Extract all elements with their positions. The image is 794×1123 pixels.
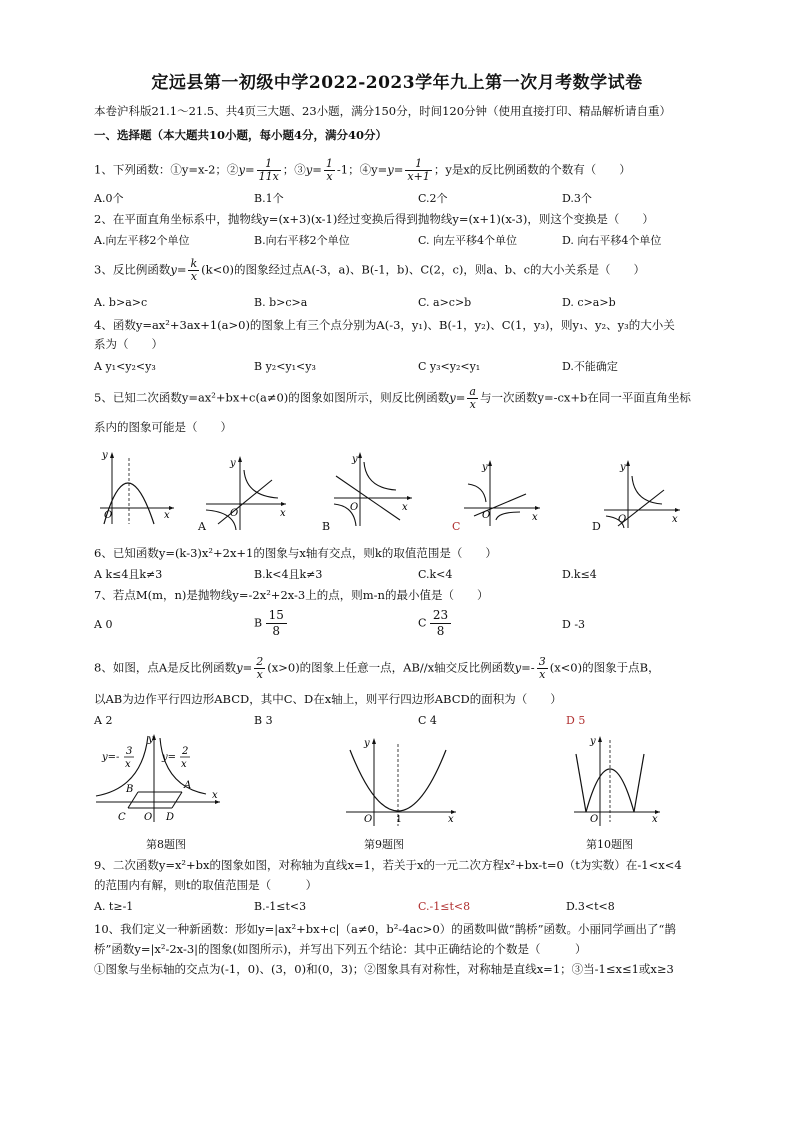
fig8-left-label: y=- (102, 752, 120, 763)
question-8-line-2: 以AB为边作平行四边形ABCD，其中C、D在x轴上，则平行四边形ABCD的面积为（ ） (94, 692, 562, 706)
question-10-line-3: ①图象与坐标轴的交点为(-1，0)、(3，0)和(0，3)；②图象具有对称性，对称轴是直线x=1；③当-1≤x≤1或x≥3 (94, 962, 674, 976)
q6-option-a: A k≤4且k≠3 (94, 568, 163, 581)
question-7: 7、若点M(m，n)是抛物线y=-2x²+2x-3上的点，则m-n的最小值是（ ） (94, 588, 489, 602)
figure-8 (94, 730, 226, 826)
figure-9-caption: 第9题图 (364, 838, 404, 851)
question-6: 6、已知函数y=(k-3)x²+2x+1的图象与x轴有交点，则k的取值范围是（ ） (94, 546, 497, 560)
q3-option-d: D. c>a>b (562, 296, 616, 309)
figure-8-caption: 第8题图 (146, 838, 186, 851)
q1-fraction-3: $\frac{1}{x}$ (325, 157, 333, 183)
question-8-line-1: 8、如图，点A是反比例函数y= $\frac{2}{x}$ (x>0)的图象上任意一点，AB//x轴交反比例函数y=- $\frac{3}{x}$ (x<0)的图象于点B， (94, 655, 660, 681)
q5-c-y-label: y (482, 462, 488, 473)
q9-option-c: C.-1≤t<8 (418, 900, 471, 913)
q7-option-d: D -3 (562, 618, 586, 631)
q5-d-origin-label: O (618, 514, 627, 525)
q8-option-c: C 4 (418, 714, 437, 727)
q8-fraction-2: $\frac{3}{x}$ (538, 655, 546, 681)
q4-option-c: C y₃<y₂<y₁ (418, 360, 481, 373)
q5-given-parabola-graph (94, 448, 178, 526)
q3-fraction: $\frac{k}{x}$ (190, 257, 198, 283)
q3-option-b: B. b>c>a (254, 296, 308, 309)
q2-option-b: B.向右平移2个单位 (254, 234, 350, 247)
fig10-origin-label: O (590, 814, 599, 825)
fig8-point-a: A (184, 780, 192, 791)
question-4-line-2: 系为（ ） (94, 337, 163, 351)
fig8-left-num: 3 (126, 746, 133, 757)
question-1: 1、下列函数：①y=x-2；②y= $\frac{1}{11x}$ ；③y= $\frac{1}{x}$ -1；④y=y= $\frac{1}{x+1}$ ；y是x的反比例函数的个数有（ ） (94, 157, 631, 183)
q1-fraction-4: $\frac{1}{x+1}$ (407, 157, 430, 183)
q2-option-d: D. 向右平移4个单位 (562, 234, 662, 247)
q3-option-a: A. b>a>c (94, 296, 148, 309)
question-5-line-1: 5、已知二次函数y=ax²+bx+c(a≠0)的图象如图所示，则反比例函数y= $\frac{a}{x}$ 与一次函数y=-cx+b在同一平面直角坐标 (94, 385, 691, 411)
q6-option-d: D.k≤4 (562, 568, 597, 581)
q4-option-b: B y₂<y₁<y₃ (254, 360, 316, 373)
fig8-x-label: x (212, 790, 218, 801)
fig9-origin-label: O (364, 814, 373, 825)
q1-option-b: B.1个 (254, 192, 284, 205)
fig9-x-label: x (448, 814, 454, 825)
q8-option-d: D 5 (566, 714, 586, 727)
q1-text-b: ；③ (282, 162, 306, 177)
q4-option-d: D.不能确定 (562, 360, 618, 373)
q7-option-b-letter: B (254, 616, 263, 630)
question-4-line-1: 4、函数y=ax²+3ax+1(a>0)的图象上有三个点分别为A(-3，y₁)、B(-1，y₂)、C(1，y₃)，则y₁、y₂、y₃的大小关 (94, 318, 675, 332)
fig8-point-b: B (126, 784, 134, 795)
fig8-point-o: O (144, 812, 153, 823)
q7-option-c-fraction: $\frac{23}{8}$ (430, 608, 451, 639)
q5-graph-a (200, 452, 290, 532)
q3-text-b: (k<0)的图象经过点A(-3，a)、B(-1，b)、C(2，c)，则a、b、c的大小关系是（ ） (201, 262, 646, 277)
q1-fraction-2: $\frac{1}{11x}$ (258, 157, 279, 183)
q3-text-a: 3、反比例函数 (94, 262, 171, 277)
q5-b-origin-label: O (350, 502, 359, 513)
q5-given-origin-label: O (104, 510, 113, 521)
q1-text-c: -1；④y= (336, 162, 388, 177)
q7-option-c (418, 608, 451, 639)
q6-option-b: B.k<4且k≠3 (254, 568, 323, 581)
question-10-line-2: 桥”函数y=|x²-2x-3|的图象(如图所示)，并写出下列五个结论：其中正确结论的个数是（ ） (94, 942, 587, 956)
question-9-line-2: 的范围内有解，则t的取值范围是（ ） (94, 878, 318, 892)
question-5-line-2: 系内的图象可能是（ ） (94, 420, 232, 434)
fig8-right-den: x (181, 759, 187, 770)
q5-text-a: 5、已知二次函数y=ax²+bx+c(a≠0)的图象如图所示，则反比例函数 (94, 390, 450, 405)
q5-fraction: $\frac{a}{x}$ (469, 385, 476, 411)
fig10-y-label: y (590, 736, 596, 747)
q1-option-a: A.0个 (94, 192, 124, 205)
question-3: 3、反比例函数y= $\frac{k}{x}$ (k<0)的图象经过点A(-3，a)、B(-1，b)、C(2，c)，则a、b、c的大小关系是（ ） (94, 257, 646, 283)
section-heading: 一、选择题（本大题共10小题，每小题4分，满分40分） (94, 128, 388, 142)
q5-label-b: B (322, 520, 331, 533)
q5-a-origin-label: O (230, 508, 239, 519)
q7-option-b-fraction: $\frac{15}{8}$ (266, 608, 287, 639)
fig10-x-label: x (652, 814, 658, 825)
figure-10-caption: 第10题图 (586, 838, 633, 851)
q8-text-c: (x<0)的图象于点B， (549, 660, 660, 675)
q9-option-b: B.-1≤t<3 (254, 900, 307, 913)
intro-line: 本卷沪科版21.1～21.5、共4页三大题、23小题，满分150分，时间120分钟（使用直接打印、精品解析请自重） (94, 104, 672, 118)
q9-option-a: A. t≥-1 (94, 900, 134, 913)
fig8-right-label: y= (162, 752, 177, 763)
q5-a-y-label: y (230, 458, 236, 469)
q1-text-d: ；y是x的反比例函数的个数有（ ） (433, 162, 631, 177)
q2-option-c: C. 向左平移4个单位 (418, 234, 518, 247)
fig9-y-label: y (364, 738, 370, 749)
q5-text-b: 与一次函数y=-cx+b在同一平面直角坐标 (479, 390, 691, 405)
q5-b-x-label: x (402, 502, 408, 513)
fig8-point-c: C (118, 812, 126, 823)
page-title: 定远县第一初级中学2022-2023学年九上第一次月考数学试卷 (151, 73, 643, 93)
q5-c-x-label: x (532, 512, 538, 523)
q5-d-x-label: x (672, 514, 678, 525)
q5-b-y-label: y (352, 454, 358, 465)
q5-graph-b (330, 448, 414, 528)
q2-option-a: A.向左平移2个单位 (94, 234, 190, 247)
q5-graph-c (460, 456, 544, 528)
q5-a-x-label: x (280, 508, 286, 519)
fig8-right-num: 2 (182, 746, 189, 757)
q8-text-b: (x>0)的图象上任意一点，AB//x轴交反比例函数 (267, 660, 515, 675)
figure-9 (344, 736, 460, 828)
figure-10 (572, 734, 664, 828)
q7-option-c-letter: C (418, 616, 427, 630)
q5-given-x-label: x (164, 510, 170, 521)
q3-option-c: C. a>c>b (418, 296, 472, 309)
q5-d-y-label: y (620, 462, 626, 473)
q5-given-y-label: y (102, 450, 108, 461)
q1-option-c: C.2个 (418, 192, 448, 205)
fig8-point-d: D (166, 812, 175, 823)
q6-option-c: C.k<4 (418, 568, 453, 581)
q5-c-origin-label: O (482, 510, 491, 521)
q1-option-d: D.3个 (562, 192, 592, 205)
fig8-left-den: x (125, 759, 131, 770)
question-10-line-1: 10、我们定义一种新函数：形如y=|ax²+bx+c|（a≠0，b²-4ac>0）的函数叫做“鹊桥”函数。小丽同学画出了“鹊 (94, 922, 676, 936)
question-9-line-1: 9、二次函数y=x²+bx的图象如图，对称轴为直线x=1，若关于x的一元二次方程x²+bx-t=0（t为实数）在-1<x<4 (94, 858, 682, 872)
q5-label-a: A (198, 520, 206, 533)
q5-label-c: C (452, 520, 461, 533)
fig8-y-label: y (148, 734, 154, 745)
q8-option-a: A 2 (94, 714, 113, 727)
q7-option-b (254, 608, 287, 639)
q9-option-d: D.3<t<8 (566, 900, 615, 913)
question-2: 2、在平面直角坐标系中，抛物线y=(x+3)(x-1)经过变换后得到抛物线y=(x+1)(x-3)，则这个变换是（ ） (94, 212, 654, 226)
q5-label-d: D (592, 520, 601, 533)
q7-option-a: A 0 (94, 618, 113, 631)
fig9-one-label: 1 (396, 815, 402, 825)
q8-option-b: B 3 (254, 714, 273, 727)
q5-graph-d (598, 456, 682, 530)
q8-fraction-1: $\frac{2}{x}$ (256, 655, 264, 681)
q4-option-a: A y₁<y₂<y₃ (94, 360, 156, 373)
q1-text-a: 1、下列函数：①y=x-2；② (94, 162, 239, 177)
q8-text-a: 8、如图，点A是反比例函数 (94, 660, 237, 675)
